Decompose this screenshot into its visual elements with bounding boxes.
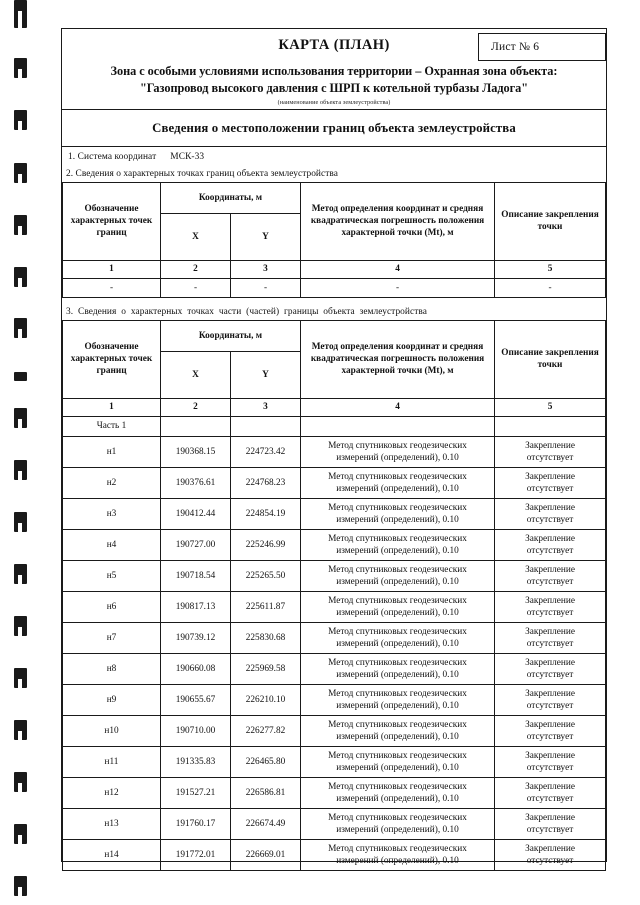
cell-y: 226586.81	[231, 777, 301, 808]
cell-y: 226674.49	[231, 808, 301, 839]
binding-mark	[14, 876, 27, 896]
cell-method: Метод спутниковых геодезических измерений (определений), 0.10	[301, 529, 495, 560]
col-number-1: 1	[63, 398, 161, 416]
table-row	[63, 560, 606, 591]
col-number-2: 2	[161, 260, 231, 278]
col-number-5: 5	[495, 398, 606, 416]
cell-x: 191527.21	[161, 777, 231, 808]
cell-x: 190727.00	[161, 529, 231, 560]
cell-fixation: Закрепление отсутствует	[495, 591, 606, 622]
cell-x: 190710.00	[161, 715, 231, 746]
table-header-row	[63, 320, 606, 351]
header-point-designation: Обозначение характерных точек границ	[63, 182, 161, 260]
binding-mark	[14, 460, 27, 480]
object-subtitle-line-2: "Газопровод высокого давления с ШРП к котельной турбазы Ладога"	[139, 81, 529, 96]
header-method: Метод определения координат и средняя квадратическая погрешность положения характерной точки (Мt), м	[301, 182, 495, 260]
cell-empty	[231, 416, 301, 436]
table-row	[63, 684, 606, 715]
table-row	[63, 591, 606, 622]
cell-point: н10	[63, 715, 161, 746]
table-row	[63, 808, 606, 839]
cell-method: Метод спутниковых геодезических измерений (определений), 0.10	[301, 436, 495, 467]
coordinate-system-label: 1. Система координат	[68, 151, 157, 162]
cell-x: 191772.01	[161, 839, 231, 870]
table-row	[63, 529, 606, 560]
cell-x: 190412.44	[161, 498, 231, 529]
cell-empty	[301, 416, 495, 436]
header-coordinate-x: X	[161, 351, 231, 398]
cell-fixation: Закрепление отсутствует	[495, 746, 606, 777]
header-coordinate-x: X	[161, 213, 231, 260]
cell-y: 226277.82	[231, 715, 301, 746]
cell-x: 190718.54	[161, 560, 231, 591]
title-caption: (наименование объекта землеустройства)	[277, 98, 391, 106]
cell-method: Метод спутниковых геодезических измерений (определений), 0.10	[301, 498, 495, 529]
table-row	[63, 622, 606, 653]
binding-mark	[14, 267, 27, 287]
cell-empty	[161, 416, 231, 436]
col-number-3: 3	[231, 260, 301, 278]
cell-fixation: Закрепление отсутствует	[495, 436, 606, 467]
cell-y: 226465.80	[231, 746, 301, 777]
cell-y: 224768.23	[231, 467, 301, 498]
cell-point: н6	[63, 591, 161, 622]
cell-fixation: Закрепление отсутствует	[495, 777, 606, 808]
part-label-row	[63, 416, 606, 436]
binding-mark	[14, 408, 27, 428]
table-row	[63, 498, 606, 529]
binding-mark	[14, 772, 27, 792]
cell-fixation: Закрепление отсутствует	[495, 715, 606, 746]
header-fixation: Описание закрепления точки	[495, 182, 606, 260]
cell-y: 225611.87	[231, 591, 301, 622]
cell-fixation: -	[495, 278, 606, 297]
table-row	[63, 715, 606, 746]
cell-fixation: Закрепление отсутствует	[495, 684, 606, 715]
cell-point: н14	[63, 839, 161, 870]
table-numbering-row	[63, 398, 606, 416]
cell-x: 190817.13	[161, 591, 231, 622]
cell-fixation: Закрепление отсутствует	[495, 529, 606, 560]
binding-mark	[14, 318, 27, 338]
col-number-1: 1	[63, 260, 161, 278]
cell-fixation: Закрепление отсутствует	[495, 560, 606, 591]
table-row	[63, 278, 606, 297]
page-title: КАРТА (ПЛАН)	[278, 37, 390, 53]
header-coordinates-group: Координаты, м	[161, 182, 301, 213]
table-header-row	[63, 182, 606, 213]
table-section-2	[62, 182, 606, 298]
cell-y: 225246.99	[231, 529, 301, 560]
table-row	[63, 839, 606, 870]
coordinate-system-value: МСК-33	[170, 151, 205, 162]
cell-y: 225830.68	[231, 622, 301, 653]
cell-method: Метод спутниковых геодезических измерений (определений), 0.10	[301, 591, 495, 622]
binding-mark	[14, 512, 27, 532]
table-row	[63, 777, 606, 808]
cell-x: 191335.83	[161, 746, 231, 777]
cell-y: 224854.19	[231, 498, 301, 529]
cell-y: 225265.50	[231, 560, 301, 591]
binding-mark	[14, 110, 27, 130]
binding-artifact-strip	[0, 0, 60, 905]
cell-part-label: Часть 1	[63, 416, 161, 436]
section-title-block	[62, 110, 606, 147]
col-number-5: 5	[495, 260, 606, 278]
table-section-3	[62, 320, 606, 871]
cell-fixation: Закрепление отсутствует	[495, 839, 606, 870]
cell-fixation: Закрепление отсутствует	[495, 498, 606, 529]
cell-method: Метод спутниковых геодезических измерений (определений), 0.10	[301, 839, 495, 870]
binding-mark	[14, 163, 27, 183]
section-3-heading: 3. Сведения о характерных точках части (частей) границы объекта землеустройства	[66, 306, 427, 317]
cell-method: Метод спутниковых геодезических измерений (определений), 0.10	[301, 715, 495, 746]
cell-x: 190739.12	[161, 622, 231, 653]
cell-empty	[495, 416, 606, 436]
header-fixation: Описание закрепления точки	[495, 320, 606, 398]
col-number-2: 2	[161, 398, 231, 416]
document-sheet	[61, 28, 607, 866]
table-row	[63, 746, 606, 777]
cell-point: н12	[63, 777, 161, 808]
section-title: Сведения о местоположении границ объекта землеустройства	[152, 120, 516, 135]
binding-mark	[14, 564, 27, 584]
table-section-2-body	[63, 278, 606, 297]
cell-y: 226669.01	[231, 839, 301, 870]
cell-x: 190655.67	[161, 684, 231, 715]
cell-method: -	[301, 278, 495, 297]
cell-point: н3	[63, 498, 161, 529]
table-row	[63, 467, 606, 498]
cell-point: н5	[63, 560, 161, 591]
sheet-number-label: Лист № 6	[491, 41, 540, 53]
object-subtitle-line-1: Зона с особыми условиями использования территории – Охранная зона объекта:	[110, 64, 558, 78]
cell-x: 190376.61	[161, 467, 231, 498]
binding-mark	[14, 0, 27, 20]
cell-point: н7	[63, 622, 161, 653]
cell-x: 191760.17	[161, 808, 231, 839]
cell-method: Метод спутниковых геодезических измерений (определений), 0.10	[301, 467, 495, 498]
cell-x: 190368.15	[161, 436, 231, 467]
binding-mark	[14, 215, 27, 235]
cell-point: н2	[63, 467, 161, 498]
header-point-designation: Обозначение характерных точек границ	[63, 320, 161, 398]
cell-fixation: Закрепление отсутствует	[495, 808, 606, 839]
cell-method: Метод спутниковых геодезических измерений (определений), 0.10	[301, 622, 495, 653]
header-method: Метод определения координат и средняя квадратическая погрешность положения характерной точки (Мt), м	[301, 320, 495, 398]
cell-point: -	[63, 278, 161, 297]
cell-point: н11	[63, 746, 161, 777]
cell-point: н4	[63, 529, 161, 560]
col-number-4: 4	[301, 260, 495, 278]
cell-y: 225969.58	[231, 653, 301, 684]
cell-fixation: Закрепление отсутствует	[495, 622, 606, 653]
coordinate-system-line	[62, 147, 606, 166]
cell-y: 226210.10	[231, 684, 301, 715]
col-number-4: 4	[301, 398, 495, 416]
binding-mark	[14, 668, 27, 688]
cell-fixation: Закрепление отсутствует	[495, 467, 606, 498]
cell-y: 224723.42	[231, 436, 301, 467]
table-row	[63, 436, 606, 467]
cell-method: Метод спутниковых геодезических измерений (определений), 0.10	[301, 653, 495, 684]
cell-point: н13	[63, 808, 161, 839]
cell-point: н1	[63, 436, 161, 467]
cell-y: -	[231, 278, 301, 297]
cell-x: -	[161, 278, 231, 297]
header-coordinate-y: Y	[231, 213, 301, 260]
header-coordinates-group: Координаты, м	[161, 320, 301, 351]
binding-mark	[14, 824, 27, 844]
cell-method: Метод спутниковых геодезических измерений (определений), 0.10	[301, 746, 495, 777]
cell-method: Метод спутниковых геодезических измерений (определений), 0.10	[301, 684, 495, 715]
binding-mark	[14, 58, 27, 78]
col-number-3: 3	[231, 398, 301, 416]
cell-method: Метод спутниковых геодезических измерений (определений), 0.10	[301, 808, 495, 839]
section-2-heading: 2. Сведения о характерных точках границ объекта землеустройства	[66, 168, 338, 179]
header-coordinate-y: Y	[231, 351, 301, 398]
cell-point: н8	[63, 653, 161, 684]
document-body	[62, 147, 606, 871]
sheet-number-box	[478, 33, 606, 61]
binding-mark	[14, 616, 27, 636]
table-section-3-body	[63, 416, 606, 870]
cell-method: Метод спутниковых геодезических измерений (определений), 0.10	[301, 777, 495, 808]
table-numbering-row	[63, 260, 606, 278]
table-row	[63, 653, 606, 684]
cell-method: Метод спутниковых геодезических измерений (определений), 0.10	[301, 560, 495, 591]
binding-mark	[14, 372, 27, 381]
cell-fixation: Закрепление отсутствует	[495, 653, 606, 684]
cell-point: н9	[63, 684, 161, 715]
cell-x: 190660.08	[161, 653, 231, 684]
binding-mark	[14, 720, 27, 740]
